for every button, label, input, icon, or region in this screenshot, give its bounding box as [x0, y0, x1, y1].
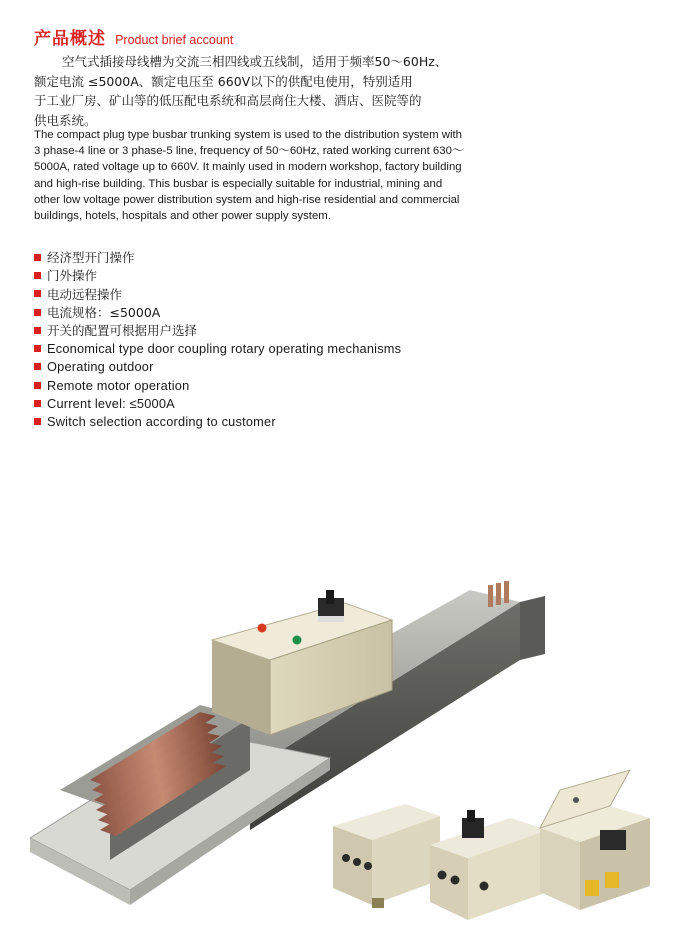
intro-cn-line: 供电系统。 — [34, 112, 97, 128]
feature-item: 电动远程操作 — [34, 285, 401, 303]
intro-en-line: other low voltage power distribution system and high-rise residential and commercial — [34, 193, 460, 206]
title-cn: 产品概述 — [34, 29, 106, 49]
bullet-icon — [34, 382, 41, 389]
product-photo — [0, 520, 700, 936]
bullet-icon — [34, 345, 41, 352]
intro-en-line: 3 phase-4 line or 3 phase-5 line, frequency of 50～60Hz, rated working current 630～ — [34, 145, 464, 158]
intro-en-line: 5000A, rated voltage up to 660V. It mainly used in modern workshop, factory building — [34, 161, 462, 174]
intro-paragraph-cn — [34, 52, 482, 130]
bullet-icon — [34, 272, 41, 279]
intro-en-line: and high-rise building. This busbar is especially suitable for industrial, mining and — [34, 177, 443, 190]
feature-item: Current level: ≤5000A — [34, 394, 401, 412]
feature-item: 门外操作 — [34, 266, 401, 284]
feature-item: 电流规格：≤5000A — [34, 303, 401, 321]
intro-en-line: The compact plug type busbar trunking system is used to the distribution system with — [34, 129, 462, 141]
bullet-icon — [34, 290, 41, 297]
section-header — [34, 24, 233, 49]
green-lamp-icon — [293, 636, 302, 645]
feature-item: 开关的配置可根据用户选择 — [34, 321, 401, 339]
small-box-right-open — [540, 770, 650, 910]
intro-cn-line: 于工业厂房、矿山等的低压配电系统和高层商住大楼、酒店、医院等的 — [34, 93, 422, 108]
red-lamp-icon — [258, 624, 267, 633]
bullet-icon — [34, 254, 41, 261]
intro-cn-line: 额定电流 ≤5000A、额定电压至 660V以下的供配电使用，特别适用 — [34, 73, 413, 89]
bullet-icon — [34, 327, 41, 334]
feature-item: Economical type door coupling rotary operating mechanisms — [34, 339, 401, 357]
feature-list — [34, 248, 401, 431]
bullet-icon — [34, 309, 41, 316]
feature-item: Switch selection according to customer — [34, 413, 401, 431]
bullet-icon — [34, 400, 41, 407]
feature-item: Remote motor operation — [34, 376, 401, 394]
bullet-icon — [34, 363, 41, 370]
intro-paragraph-en — [34, 127, 484, 224]
feature-item: Operating outdoor — [34, 358, 401, 376]
title-en: Product brief account — [115, 33, 234, 47]
intro-en-line: buildings, hotels, hospitals and other power supply system. — [34, 210, 331, 223]
bullet-icon — [34, 418, 41, 425]
feature-item: 经济型开门操作 — [34, 248, 401, 266]
small-box-left — [333, 804, 440, 908]
intro-cn-line: 空气式插接母线槽为交流三相四线或五线制，适用于频率50～60Hz、 — [62, 54, 448, 69]
small-box-middle — [430, 810, 548, 920]
